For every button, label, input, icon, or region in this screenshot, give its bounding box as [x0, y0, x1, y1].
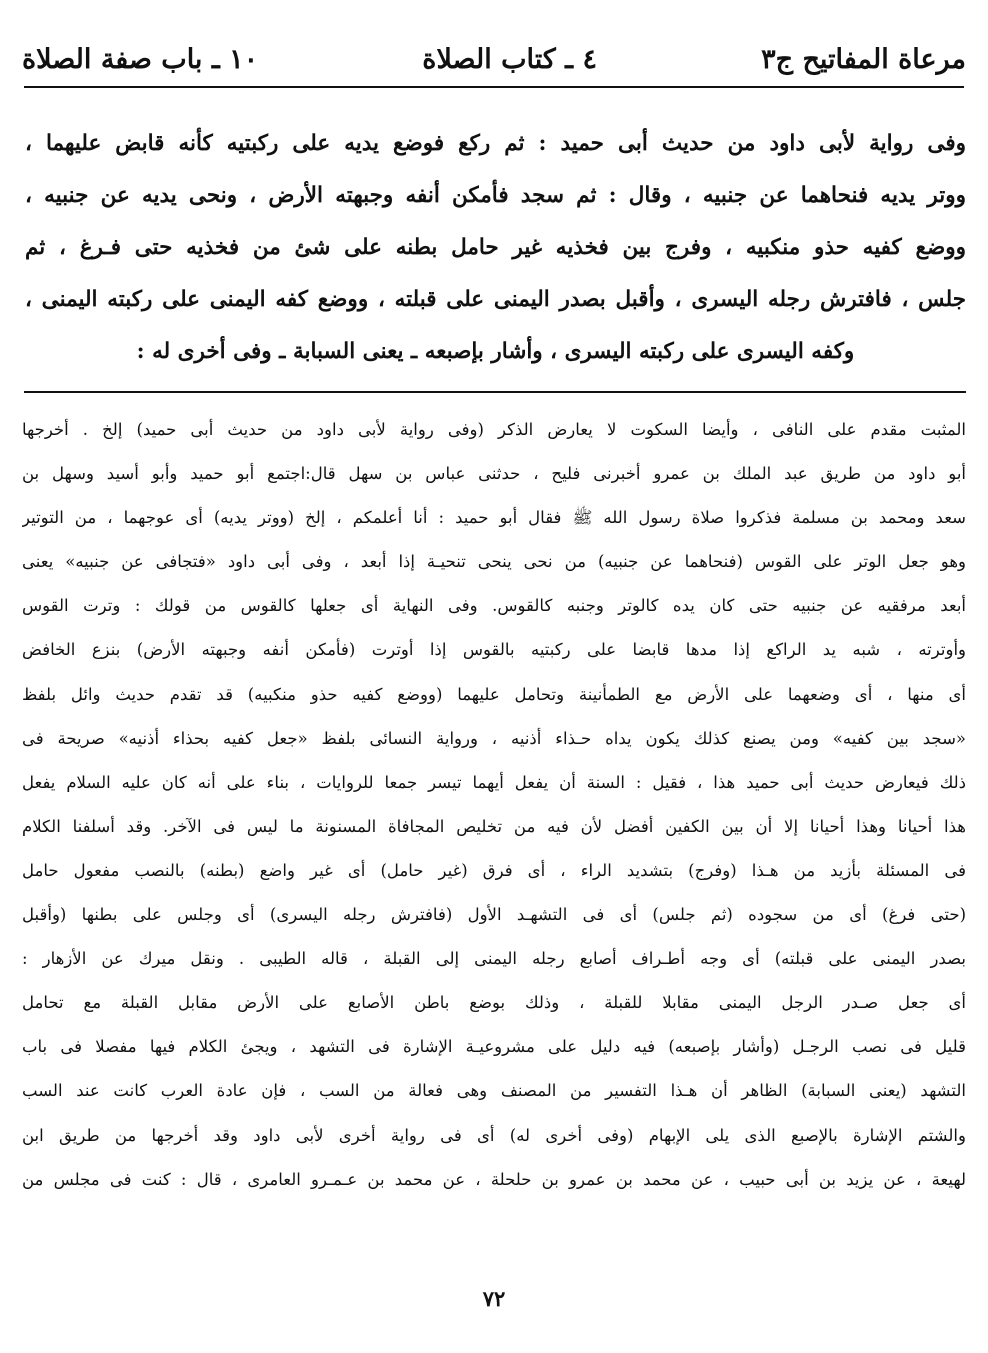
commentary-line: أبعد مرفقيه عن جنبيه حتى كان يده كالوتر وجنبه كالقوس. وفى النهاية أى جعلها كالقوس من قولك : وترت القوس	[22, 596, 966, 616]
commentary-line: فى المسئلة بأزيد من هـذا (وفرج) بتشديد الراء ، أى فرق (غير حامل) أى غير واضع (بطنه) بالنصب مفعول حامل	[22, 860, 966, 880]
commentary-line: أى منها ، أى وضعهما على الأرض مع الطمأنينة وتحامل عليهما (ووضع كفيه حذو منكبيه) قد تقدم حديث وائل بلفظ	[22, 684, 966, 704]
commentary-line: وأوترته ، شبه يد الراكع إذا مدها قابضا على ركبتيه بالقوس إذا أوترت (فأمكن أنفه وجبهته الأرض) بنزع الخافض	[22, 640, 966, 660]
header-rule	[24, 86, 964, 88]
commentary-line: أى جعل صـدر الرجل اليمنى مقابلا للقبلة ، وذلك بوضع باطن الأصابع على الأرض مقابل القبلة مع تحامل	[22, 993, 966, 1013]
commentary-line: لهيعة ، عن يزيد بن أبى حبيب ، عن محمد بن عمرو بن حلحلة ، عن محمد بن عـمـرو العامرى ، قال : كنت فى مجلس من	[22, 1169, 966, 1189]
commentary-line: «سجد بين كفيه» ومن يصنع كذلك يكون يداه حـذاء أذنيه ، ورواية النسائى بلفظ «جعل كفيه بحذاء أذنيه» صريحة فى	[22, 728, 966, 748]
hadith-line: وكفه اليسرى على ركبته اليسرى ، وأشار بإصبعه ـ يعنى السبابة ـ وفى أخرى له :	[136, 339, 855, 364]
commentary-text	[22, 408, 966, 1202]
page-header	[22, 34, 966, 84]
page-number: ٧٢	[482, 1286, 506, 1311]
section-divider	[24, 391, 966, 393]
hadith-line: جلس ، فافترش رجله اليسرى ، وأقبل بصدر اليمنى على قبلته ، ووضع كفه اليمنى على ركبته اليمنى ،	[25, 287, 966, 312]
commentary-line: سعد ومحمد بن مسلمة فذكروا صلاة رسول الله ﷺ فقال أبو حميد : أنا أعلمكم ، إلخ (ووتر يديه) أى عوجهما ، من التوتير	[22, 508, 966, 528]
hadith-line: وفى رواية لأبى داود من حديث أبى حميد : ثم ركع فوضع يديه على ركبتيه كأنه قابض عليهما ،	[25, 131, 966, 156]
commentary-line: قليل فى نصب الرجـل (وأشار بإصبعه) فيه دليل على مشروعيـة الإشارة فى التشهد ، ويجئ الكلام فيها مفصلا فى باب	[22, 1037, 966, 1057]
commentary-line: وهو جعل الوتر على القوس (فنحاهما عن جنبيه) من نحى ينحى تنحيـة إذا أبعد ، وفى أبى داود «فتجافى عن جنبيه» يعنى	[22, 552, 966, 572]
hadith-line: ووتر يديه فنحاهما عن جنبيه ، وقال : ثم سجد فأمكن أنفه وجبهته الأرض ، ونحى يديه عن جنبيه ،	[25, 183, 966, 208]
kitab-title: ٤ ـ كتاب الصلاة	[422, 43, 597, 75]
hadith-text	[25, 118, 966, 378]
commentary-line: التشهد (يعنى السبابة) الظاهر أن هـذا التفسير من المصنف وهى فعالة من السب ، فإن عادة العرب كانت عند السب	[22, 1081, 966, 1101]
commentary-line: ذلك فيعارض حديث أبى حميد هذا ، فقيل : السنة أن يفعل أيهما تيسر جمعا للروايات ، بناء على أنه كان عليه السلام يفعل	[22, 772, 966, 792]
commentary-line: المثبت مقدم على النافى ، وأيضا السكوت لا يعارض الذكر (وفى رواية لأبى داود من حديث أبى حميد) إلخ . أخرجها	[22, 420, 966, 439]
commentary-line: والشتم الإشارة بالإصبع الذى يلى الإبهام (وفى أخرى له) أى فى رواية أخرى لأبى داود وقد أخرجها من طريق ابن	[22, 1125, 966, 1145]
commentary-line: بصدر اليمنى على قبلته) أى وجه أطـراف أصابع رجله اليمنى إلى القبلة ، قاله الطيبى . ونقل ميرك عن الأزهار :	[22, 949, 966, 969]
commentary-line: هذا أحيانا وهذا أحيانا إلا أن بين الكفين أفضل لأن فيه من تخليص المجافاة المسنونة ما ليس فى الآخر. وقد أسلفنا الكلام	[22, 816, 966, 836]
commentary-line: (حتى فرغ) أى من سجوده (ثم جلس) أى فى التشهـد الأول (فافترش رجله اليسرى) أى وجلس على بطنها (وأقبل	[22, 905, 966, 925]
bab-title: ١٠ ـ باب صفة الصلاة	[22, 43, 259, 75]
commentary-line: أبو داود من طريق عبد الملك بن عمرو أخبرنى فليح ، حدثنى عباس بن سهل قال:اجتمع أبو حميد وأبو أسيد وسهل بن	[22, 464, 966, 484]
hadith-line: ووضع كفيه حذو منكبيه ، وفرج بين فخذيه غير حامل بطنه على شئ من فخذيه حتى فـرغ ، ثم	[25, 235, 966, 260]
book-title: مرعاة المفاتيح ج٣	[761, 43, 966, 75]
